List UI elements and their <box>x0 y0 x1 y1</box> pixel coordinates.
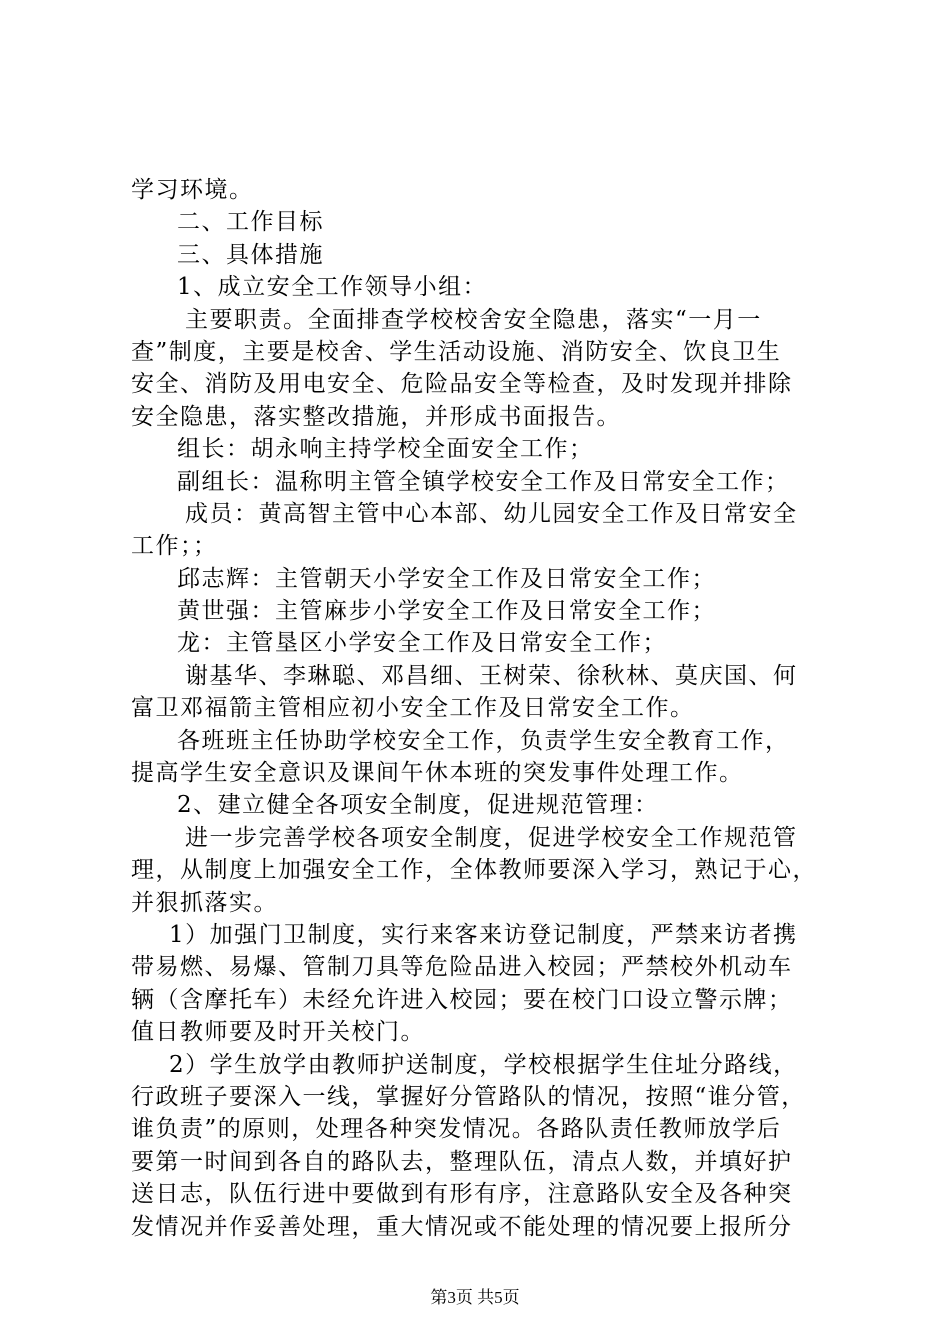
text-line: 提高学生安全意识及课间午休本班的突发事件处理工作。 <box>131 760 744 787</box>
text-line: 安全、消防及用电安全、危险品安全等检查，及时发现并排除 <box>131 371 793 398</box>
subsection-heading: 1、成立安全工作领导小组： <box>177 274 488 301</box>
text-line: 谢基华、李琳聪、邓昌细、王树荣、徐秋林、莫庆国、何 <box>185 662 798 689</box>
text-line: 各班班主任协助学校安全工作，负责学生安全教育工作， <box>177 727 790 754</box>
text-line: 邱志辉：主管朝天小学安全工作及日常安全工作； <box>177 565 716 592</box>
text-line: 谁负责”的原则，处理各种突发情况。各路队责任教师放学后 <box>131 1116 782 1143</box>
text-line: 2）学生放学由教师护送制度，学校根据学生住址分路线， <box>169 1051 798 1078</box>
text-line: 学习环境。 <box>131 177 254 203</box>
text-line: 龙：主管垦区小学安全工作及日常安全工作； <box>177 630 667 657</box>
text-line: 并狠抓落实。 <box>131 889 278 916</box>
text-line: 组长：胡永响主持学校全面安全工作； <box>177 436 594 463</box>
text-line: 理，从制度上加强安全工作，全体教师要深入学习，熟记于心， <box>131 857 817 884</box>
text-line: 要第一时间到各自的路队去，整理队伍，清点人数，并填好护 <box>131 1148 793 1175</box>
text-line: 发情况并作妥善处理，重大情况或不能处理的情况要上报所分 <box>131 1213 793 1240</box>
text-line: 成员：黄高智主管中心本部、幼儿园安全工作及日常安全 <box>185 500 798 527</box>
text-line: 辆（含摩托车）未经允许进入校园；要在校门口设立警示牌； <box>131 986 793 1013</box>
text-line: 副组长：温称明主管全镇学校安全工作及日常安全工作； <box>177 468 790 495</box>
text-line: 黄世强：主管麻步小学安全工作及日常安全工作； <box>177 598 716 625</box>
text-line: 值日教师要及时开关校门。 <box>131 1019 425 1046</box>
text-line: 工作；； <box>131 533 218 560</box>
page-number: 第3页 共5页 <box>430 1288 520 1307</box>
text-line: 查”制度，主要是校舍、学生活动设施、消防安全、饮良卫生 <box>131 338 782 365</box>
text-line: 行政班子要深入一线，掌握好分管路队的情况，按照“谁分管， <box>131 1083 806 1110</box>
section-heading: 三、具体措施 <box>177 241 324 268</box>
text-line: 安全隐患，落实整改措施，并形成书面报告。 <box>131 403 621 430</box>
text-line: 进一步完善学校各项安全制度，促进学校安全工作规范管 <box>185 824 798 851</box>
text-line: 富卫邓福箭主管相应初小安全工作及日常安全工作。 <box>131 695 695 722</box>
document-body <box>131 174 831 1243</box>
text-line: 主要职责。全面排查学校校舍安全隐患，落实“一月一 <box>185 306 762 333</box>
text-line: 送日志，队伍行进中要做到有形有序，注意路队安全及各种突 <box>131 1181 793 1208</box>
subsection-heading: 2、建立健全各项安全制度，促进规范管理： <box>177 792 659 819</box>
text-line: 1）加强门卫制度，实行来客来访登记制度，严禁来访者携 <box>169 921 798 948</box>
text-line: 带易燃、易爆、管制刀具等危险品进入校园；严禁校外机动车 <box>131 954 793 981</box>
section-heading: 二、工作目标 <box>177 209 324 236</box>
